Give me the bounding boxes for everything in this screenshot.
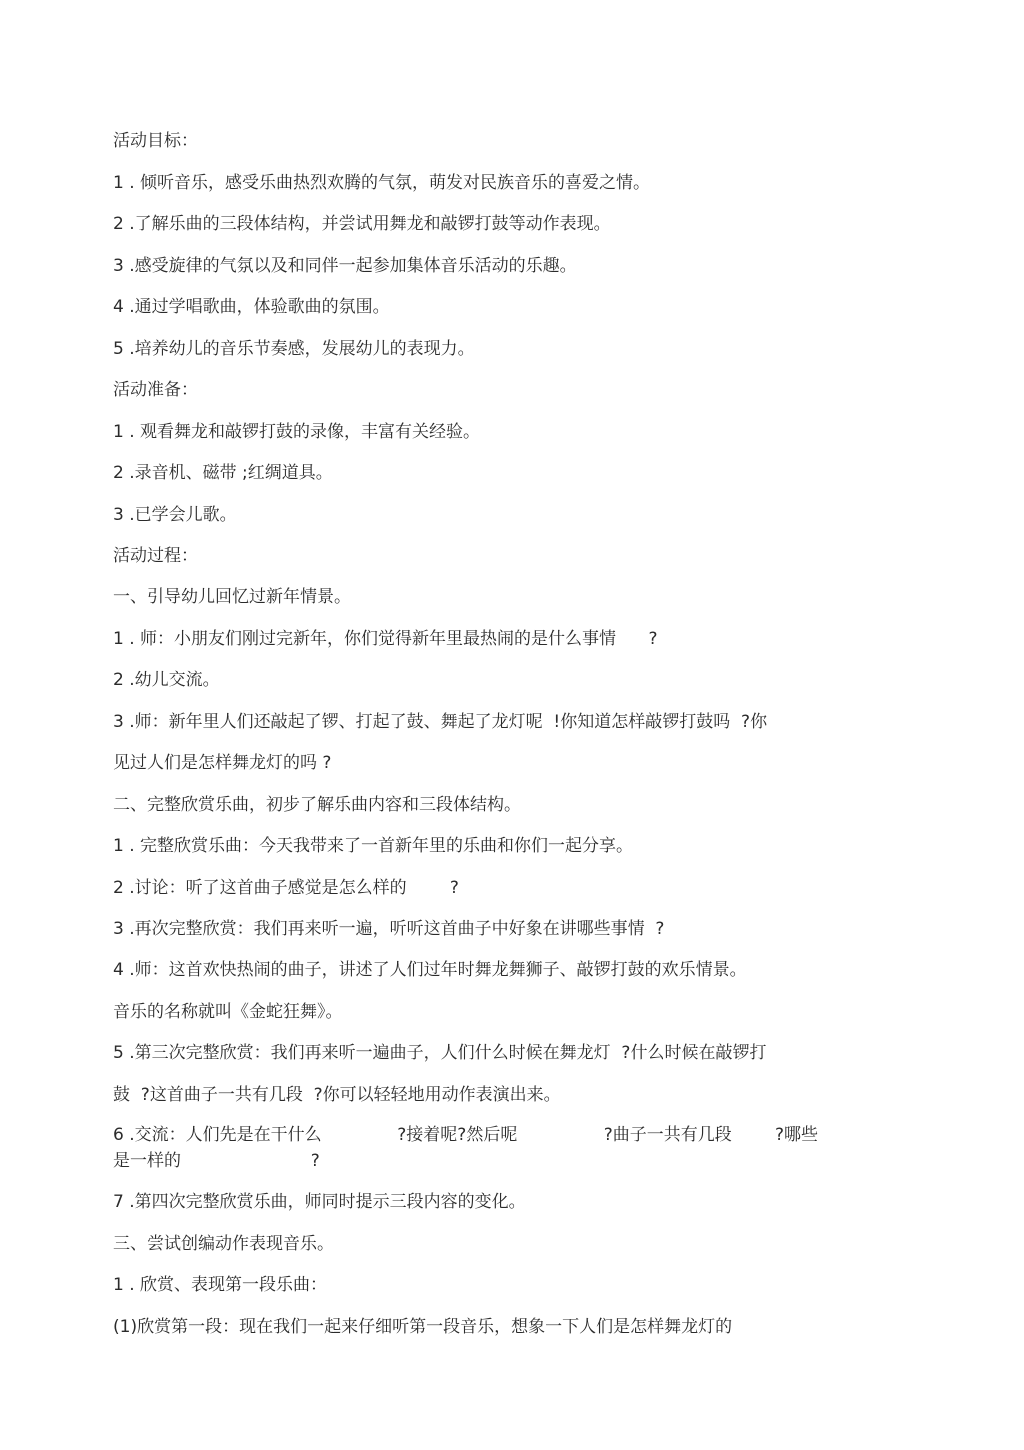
text-line: 3 .再次完整欣赏：我们再来听一遍，听听这首曲子中好象在讲哪些事情 ? (113, 919, 665, 939)
text-line: 5 .第三次完整欣赏：我们再来听一遍曲子，人们什么时候在舞龙灯 ?什么时候在敲锣打 (113, 1043, 767, 1063)
text-line: 1 . 完整欣赏乐曲：今天我带来了一首新年里的乐曲和你们一起分享。 (113, 836, 634, 856)
text-line: 4 .通过学唱歌曲，体验歌曲的氛围。 (113, 297, 390, 317)
text-line: 2 .录音机、磁带 ;红绸道具。 (113, 463, 333, 483)
text-line: 鼓 ?这首曲子一共有几段 ?你可以轻轻地用动作表演出来。 (113, 1085, 561, 1105)
subsection-heading: 一、引导幼儿回忆过新年情景。 (113, 587, 351, 607)
subsection-heading: 三、尝试创编动作表现音乐。 (113, 1234, 334, 1254)
text-line: 7 .第四次完整欣赏乐曲，师同时提示三段内容的变化。 (113, 1192, 526, 1212)
section-heading-goals: 活动目标： (113, 131, 198, 151)
text-line: 5 .培养幼儿的音乐节奏感，发展幼儿的表现力。 (113, 339, 475, 359)
text-line: 是一样的 ? (113, 1151, 320, 1171)
text-line: 1 . 观看舞龙和敲锣打鼓的录像，丰富有关经验。 (113, 422, 481, 442)
text-line: 1 . 倾听音乐，感受乐曲热烈欢腾的气氛，萌发对民族音乐的喜爱之情。 (113, 173, 651, 193)
text-line: 2 .幼儿交流。 (113, 670, 220, 690)
text-line: 音乐的名称就叫《金蛇狂舞》。 (113, 1002, 343, 1022)
section-heading-preparation: 活动准备： (113, 380, 198, 400)
text-line: 2 .了解乐曲的三段体结构，并尝试用舞龙和敲锣打鼓等动作表现。 (113, 214, 611, 234)
section-heading-process: 活动过程： (113, 546, 198, 566)
text-line: 6 .交流：人们先是在干什么 ?接着呢?然后呢 ?曲子一共有几段 ?哪些 (113, 1125, 819, 1145)
text-line: 3 .已学会儿歌。 (113, 505, 237, 525)
subsection-heading: 二、完整欣赏乐曲，初步了解乐曲内容和三段体结构。 (113, 795, 521, 815)
text-line: 2 .讨论：听了这首曲子感觉是怎么样的 ? (113, 878, 459, 898)
text-line: 1 . 欣赏、表现第一段乐曲： (113, 1275, 328, 1295)
text-line: 1 . 师：小朋友们刚过完新年，你们觉得新年里最热闹的是什么事情 ? (113, 629, 658, 649)
text-line: 见过人们是怎样舞龙灯的吗 ? (113, 753, 332, 773)
text-line: 3 .师：新年里人们还敲起了锣、打起了鼓、舞起了龙灯呢 !你知道怎样敲锣打鼓吗 ?你 (113, 712, 768, 732)
text-line: (1)欣赏第一段：现在我们一起来仔细听第一段音乐，想象一下人们是怎样舞龙灯的 (113, 1317, 733, 1337)
text-line: 4 .师：这首欢快热闹的曲子，讲述了人们过年时舞龙舞狮子、敲锣打鼓的欢乐情景。 (113, 960, 747, 980)
text-line: 3 .感受旋律的气氛以及和同伴一起参加集体音乐活动的乐趣。 (113, 256, 577, 276)
